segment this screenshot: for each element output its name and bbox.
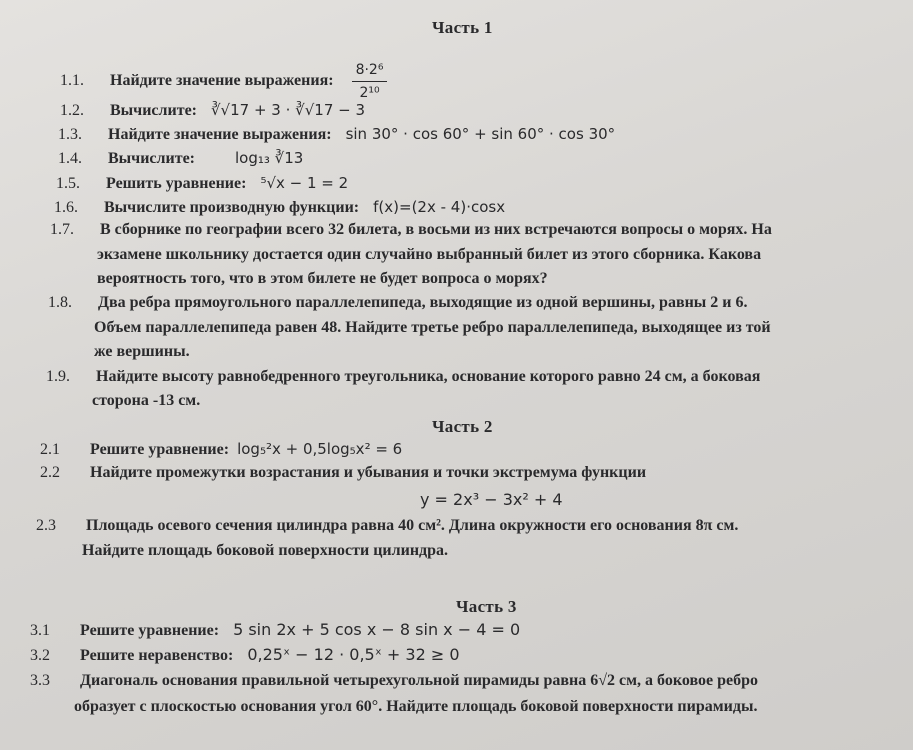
item-number: 3.1 [30,622,50,639]
fraction-numerator: 8·2⁶ [352,60,388,82]
item-3-2 [30,645,460,666]
item-text: Найдите высоту равнобедренного треугольника, основание которого равно 24 см, а боковая [96,368,761,385]
item-text: Решите неравенство: [80,647,234,664]
item-math: 5 sin 2x + 5 cos x − 8 sin x − 4 = 0 [233,620,521,639]
item-number: 1.7. [50,221,74,238]
item-math: ⁵√x − 1 = 2 [260,174,349,192]
item-text: Площадь осевого сечения цилиндра равна 40 см². Длина окружности его основания 8π см. [86,517,739,534]
item-1-6 [54,197,505,218]
part-3-title: Часть 3 [456,597,517,616]
item-2-2 [40,463,646,483]
item-number: 1.8. [48,294,72,311]
item-math: log₁₃ ∛13 [235,149,304,167]
item-1-8 [48,293,748,313]
item-text: Вычислите: [110,102,197,119]
item-number: 3.3 [30,672,50,689]
part-1-title: Часть 1 [432,18,493,37]
item-2-2-formula: y = 2x³ − 3x² + 4 [420,490,563,509]
item-2-1 [40,439,402,460]
item-1-2 [60,100,365,121]
item-number: 2.3 [36,517,56,534]
item-text: Вычислите: [108,150,195,167]
item-number: 1.5. [56,175,80,192]
item-1-7-line-3: вероятность того, что в этом билете не будет вопроса о морях? [97,270,548,287]
item-1-8-line-3: же вершины. [94,343,190,360]
item-1-3 [58,124,615,145]
fraction [352,60,388,103]
item-number: 2.1 [40,441,60,458]
item-3-3 [30,671,758,691]
item-1-9-line-2: сторона -13 см. [92,392,201,409]
item-1-9 [46,367,760,387]
item-text: Диагональ основания правильной четырехугольной пирамиды равна 6√2 см, а боковое ребро [80,672,758,689]
item-math: 0,25ˣ − 12 · 0,5ˣ + 32 ≥ 0 [247,645,460,664]
item-1-4 [58,148,303,169]
item-text: Решить уравнение: [106,175,247,192]
item-text: Решите уравнение: [80,622,220,639]
item-text: Вычислите производную функции: [104,199,360,216]
item-text: Два ребра прямоугольного параллелепипеда, выходящие из одной вершины, равны 2 и 6. [98,294,748,311]
fraction-denominator: 2¹⁰ [359,85,380,101]
item-number: 2.2 [40,464,60,481]
item-number: 1.3. [58,126,82,143]
item-3-1 [30,620,520,641]
item-1-7-line-2: экзамене школьнику достается один случайно выбранный билет из этого сборника. Какова [97,246,762,263]
item-number: 3.2 [30,647,50,664]
item-number: 1.4. [58,150,82,167]
item-text: Найдите значение выражения: [108,126,332,143]
item-math: sin 30° · cos 60° + sin 60° · cos 30° [345,125,616,143]
part-2-title: Часть 2 [432,417,493,436]
item-2-3 [36,516,738,536]
item-math: ∛√17 + 3 · ∛√17 − 3 [211,101,366,119]
item-3-3-line-2: образует с плоскостью основания угол 60°. Найдите площадь боковой поверхности пирамиды. [74,698,758,715]
item-1-5 [56,173,348,194]
item-text: Найдите промежутки возрастания и убывания и точки экстремума функции [90,464,647,481]
item-number: 1.6. [54,199,78,216]
item-2-3-line-2: Найдите площадь боковой поверхности цилиндра. [82,542,449,559]
item-number: 1.1. [60,72,84,90]
item-math: f(x)=(2x - 4)·cosx [373,198,506,216]
item-text: В сборнике по географии всего 32 билета, в восьми из них встречаются вопросы о морях. На [100,221,772,238]
item-math: log₅²x + 0,5log₅x² = 6 [237,440,403,458]
item-1-7 [50,220,772,240]
item-number: 1.2. [60,102,84,119]
item-text: Найдите значение выражения: [110,72,334,90]
item-1-8-line-2: Объем параллелепипеда равен 48. Найдите третье ребро параллелепипеда, выходящее из той [94,319,771,336]
item-text: Решите уравнение: [90,441,230,458]
item-number: 1.9. [46,368,70,385]
item-1-1 [60,60,387,103]
